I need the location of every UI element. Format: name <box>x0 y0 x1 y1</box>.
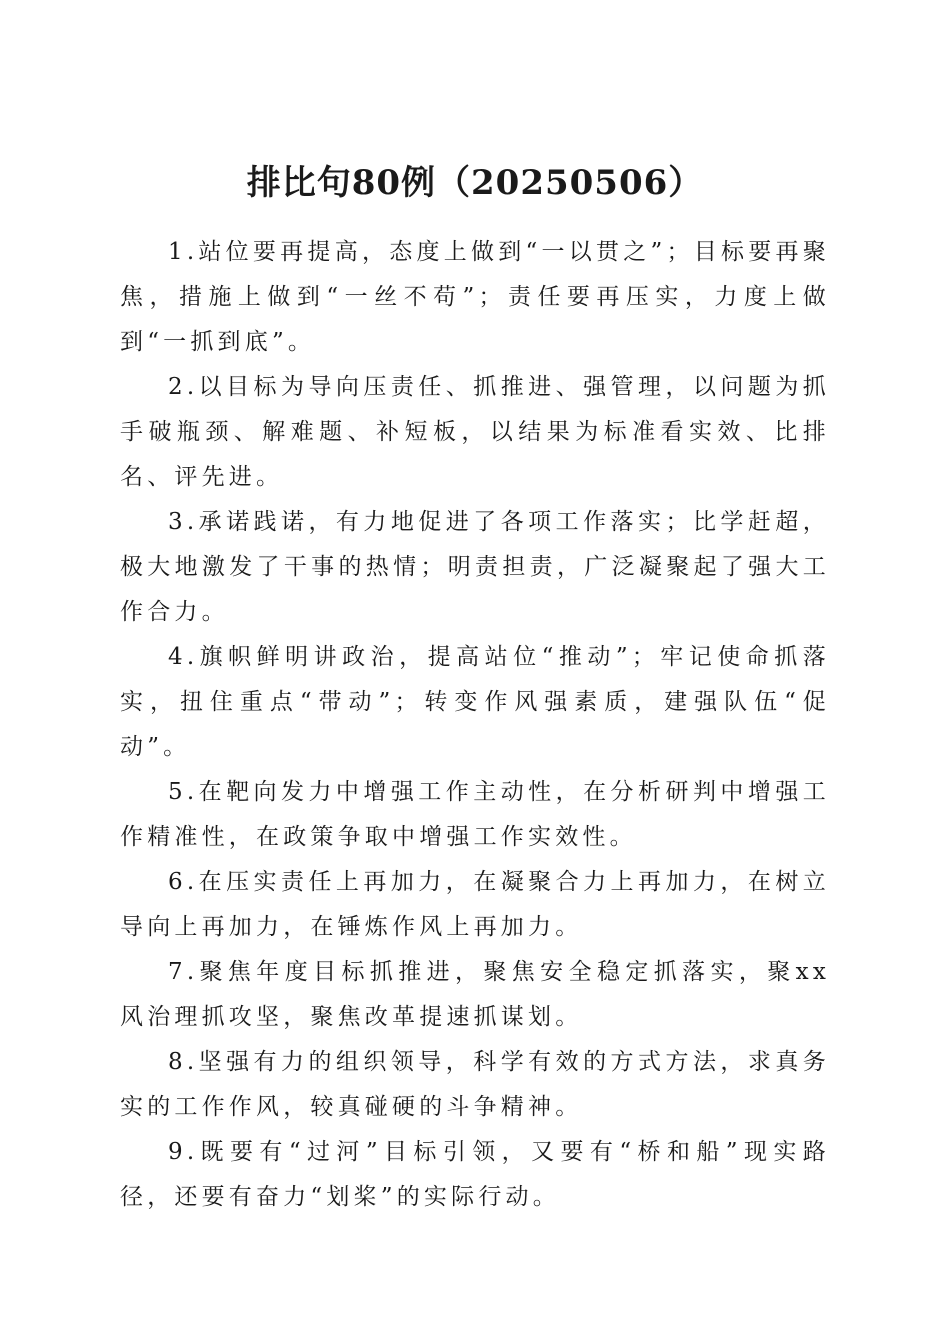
paragraph-5: 5.在靶向发力中增强工作主动性，在分析研判中增强工作精准性，在政策争取中增强工作实效性。 <box>120 779 830 850</box>
paragraph-3: 3.承诺践诺，有力地促进了各项工作落实；比学赶超，极大地激发了干事的热情；明责担责，广泛凝聚起了强大工作合力。 <box>120 509 830 625</box>
document-body <box>120 230 830 1220</box>
paragraph-6: 6.在压实责任上再加力，在凝聚合力上再加力，在树立导向上再加力，在锤炼作风上再加力。 <box>120 869 830 940</box>
paragraph-2: 2.以目标为导向压责任、抓推进、强管理，以问题为抓手破瓶颈、解难题、补短板，以结果为标准看实效、比排名、评先进。 <box>120 374 830 490</box>
paragraph-4: 4.旗帜鲜明讲政治，提高站位“推动”；牢记使命抓落实，扭住重点“带动”；转变作风强素质，建强队伍“促动”。 <box>120 644 830 760</box>
paragraph-7: 7.聚焦年度目标抓推进，聚焦安全稳定抓落实，聚xx风治理抓攻坚，聚焦改革提速抓谋划。 <box>120 959 830 1030</box>
document-title: 排比句80例（20250506） <box>246 162 704 203</box>
paragraph-9: 9.既要有“过河”目标引领，又要有“桥和船”现实路径，还要有奋力“划桨”的实际行动。 <box>120 1139 830 1210</box>
paragraph-1: 1.站位要再提高，态度上做到“一以贯之”；目标要再聚焦，措施上做到“一丝不苟”；责任要再压实，力度上做到“一抓到底”。 <box>120 239 830 355</box>
paragraph-8: 8.坚强有力的组织领导，科学有效的方式方法，求真务实的工作作风，较真碰硬的斗争精神。 <box>120 1049 830 1120</box>
